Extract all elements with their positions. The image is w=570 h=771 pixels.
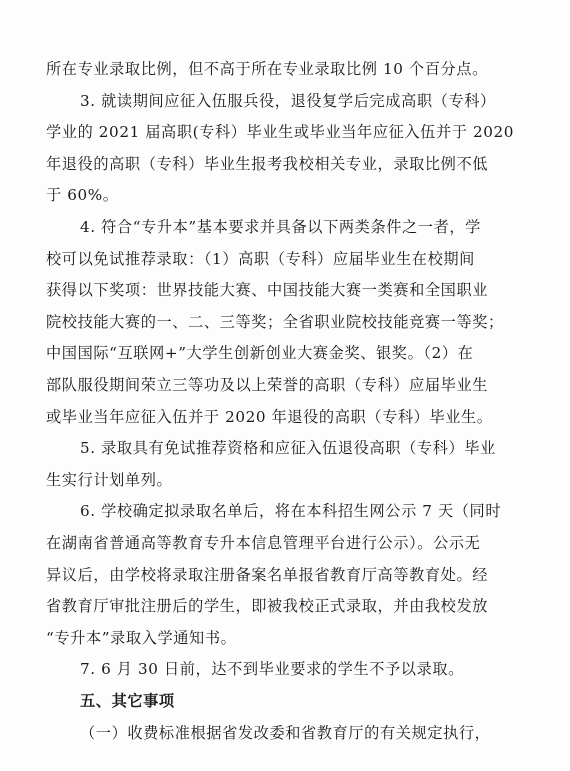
paragraph-line: 3. 就读期间应征入伍服兵役，退役复学后完成高职（专科） (80, 91, 496, 110)
paragraph-line: 6. 学校确定拟录取名单后，将在本科招生网公示 7 天（同时 (80, 502, 502, 521)
paragraph-line: 或毕业当年应征入伍并于 2020 年退役的高职（专科）毕业生。 (46, 407, 493, 426)
paragraph-line: 5. 录取具有免试推荐资格和应征入伍退役高职（专科）毕业 (80, 439, 496, 458)
paragraph-line: 获得以下奖项：世界技能大赛、中国技能大赛一类赛和全国职业 (46, 281, 489, 300)
paragraph-line: 生实行计划单列。 (46, 470, 173, 489)
paragraph-line: 院校技能大赛的一、二、三等奖；全省职业院校技能竞赛一等奖； (46, 312, 504, 331)
paragraph-line: 4. 符合“专升本”基本要求并具备以下两类条件之一者，学 (80, 218, 481, 236)
paragraph-line: 异议后，由学校将录取注册备案名单报省教育厅高等教育处。经 (46, 565, 489, 584)
paragraph-line: “专升本”录取入学通知书。 (46, 628, 237, 647)
paragraph-line: 中国国际“互联网+”大学生创新创业大赛金奖、银奖。（2）在 (46, 344, 474, 363)
paragraph-line: 部队服役期间荣立三等功及以上荣誉的高职（专科）应届毕业生 (46, 376, 489, 394)
paragraph-line: 校可以免试推荐录取：（1）高职（专科）应届毕业生在校期间 (46, 249, 475, 268)
paragraph-line: 7. 6 月 30 日前，达不到毕业要求的学生不予以录取。 (80, 660, 464, 679)
paragraph-line: 年退役的高职（专科）毕业生报考我校相关专业，录取比例不低 (46, 154, 489, 173)
paragraph-line: 省教育厅审批注册后的学生，即被我校正式录取，并由我校发放 (46, 597, 489, 616)
paragraph-line: 在湖南省普通高等教育专升本信息管理平台进行公示）。公示无 (46, 534, 481, 552)
section-heading: 五、其它事项 (80, 692, 175, 710)
paragraph-line: 于 60%。 (46, 186, 119, 205)
paragraph-line: 所在专业录取比例，但不高于所在专业录取比例 10 个百分点。 (46, 60, 488, 78)
paragraph-line: （一）收费标准根据省发改委和省教育厅的有关规定执行， (80, 723, 491, 742)
paragraph-line: 学业的 2021 届高职(专科）毕业生或毕业当年应征入伍并于 2020 (46, 123, 515, 142)
